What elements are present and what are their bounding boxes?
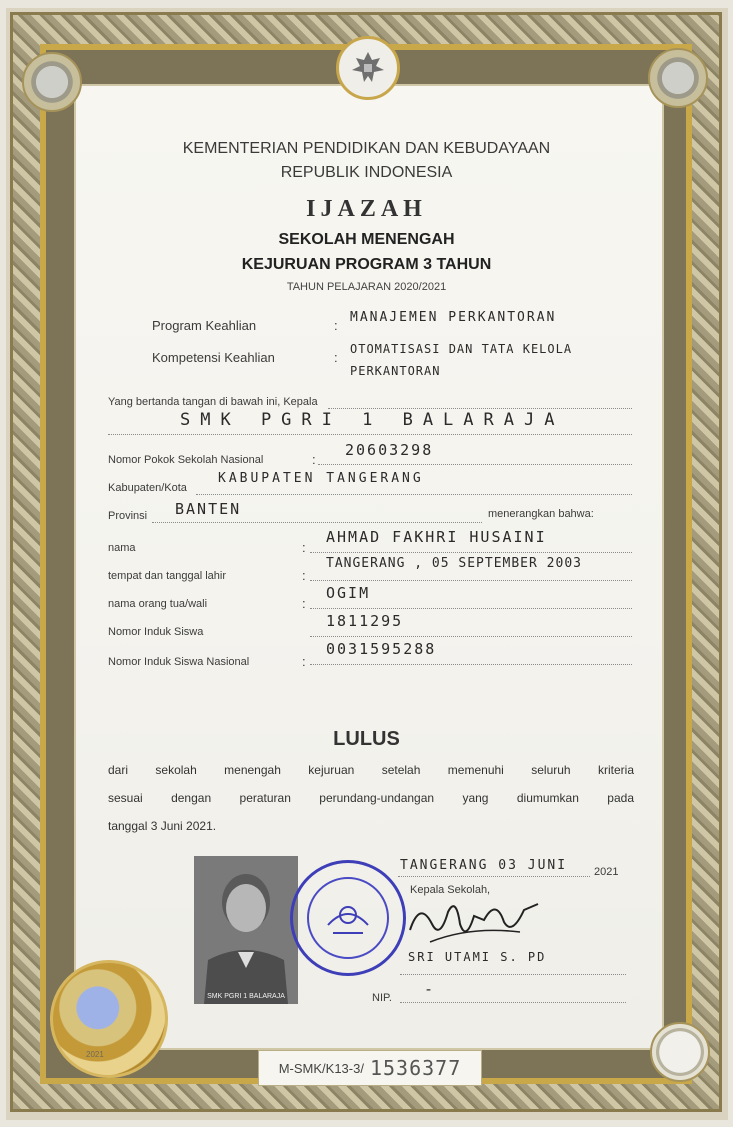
npsn-label: Nomor Pokok Sekolah Nasional <box>108 454 264 466</box>
parent-label: nama orang tua/wali <box>108 598 208 610</box>
province-value: BANTEN <box>175 500 242 518</box>
signing-place-date: TANGERANG 03 JUNI <box>400 858 568 873</box>
student-photo <box>194 856 298 1004</box>
principal-title: Kepala Sekolah, <box>410 884 491 896</box>
parent-value: OGIM <box>326 584 371 602</box>
dotted-line <box>310 552 632 553</box>
nisn-value: 0031595288 <box>326 640 437 658</box>
dotted-line <box>400 1002 626 1003</box>
program-keahlian-value: MANAJEMEN PERKANTORAN <box>350 310 557 325</box>
hologram-label: 2021 <box>86 1050 104 1059</box>
republic-heading: REPUBLIK INDONESIA <box>280 164 453 181</box>
serial-prefix: M-SMK/K13-3/ <box>278 1060 364 1076</box>
program-type-heading: KEJURUAN PROGRAM 3 TAHUN <box>241 256 492 273</box>
principal-name: SRI UTAMI S. PD <box>408 950 547 964</box>
signed-by-label: Yang bertanda tangan di bawah ini, Kepala <box>108 396 318 408</box>
dotted-line <box>310 608 632 609</box>
ministry-heading: KEMENTERIAN PENDIDIKAN DAN KEBUDAYAAN <box>182 140 551 157</box>
graduation-status: LULUS <box>333 728 400 750</box>
birth-label: tempat dan tanggal lahir <box>108 570 227 582</box>
states-label: menerangkan bahwa: <box>488 508 594 520</box>
dotted-line <box>328 408 632 409</box>
school-stamp <box>290 860 406 976</box>
result-line-2: sesuai dengan peraturan perundang-undangan yang diumumkan pada <box>108 791 634 805</box>
garuda-emblem-icon <box>336 36 400 100</box>
program-keahlian-label: Program Keahlian <box>152 318 257 333</box>
dotted-line <box>310 664 632 665</box>
signing-year: 2021 <box>594 866 619 878</box>
result-line-3: tanggal 3 Juni 2021. <box>108 819 217 833</box>
nis-value: 1811295 <box>326 612 404 630</box>
nip-value: - <box>424 980 436 998</box>
dotted-line <box>196 494 632 495</box>
dotted-line <box>318 464 632 465</box>
serial-number: 1536377 <box>369 1056 462 1080</box>
colon: : <box>312 452 316 467</box>
dotted-line <box>310 580 632 581</box>
colon: : <box>334 350 338 365</box>
name-label: nama <box>108 542 136 554</box>
certificate-title: IJAZAH <box>306 196 427 222</box>
colon: : <box>302 654 306 669</box>
result-line-1: dari sekolah menengah kejuruan setelah memenuhi seluruh kriteria <box>108 763 634 777</box>
dotted-line <box>152 522 482 523</box>
nip-label: NIP. <box>372 992 392 1004</box>
dotted-line <box>310 636 632 637</box>
serial-number-box <box>258 1050 482 1086</box>
dotted-line <box>398 876 590 877</box>
npsn-value: 20603298 <box>345 441 434 459</box>
corner-ornament-icon <box>648 48 708 108</box>
birth-value: TANGERANG , 05 SEPTEMBER 2003 <box>326 556 582 571</box>
colon: : <box>302 540 306 555</box>
city-label: Kabupaten/Kota <box>108 482 187 494</box>
kompetensi-keahlian-label: Kompetensi Keahlian <box>152 350 275 365</box>
academic-year: TAHUN PELAJARAN 2020/2021 <box>286 281 447 293</box>
colon: : <box>302 568 306 583</box>
school-type-heading: SEKOLAH MENENGAH <box>278 231 455 248</box>
corner-ornament-icon <box>22 52 82 112</box>
colon: : <box>302 596 306 611</box>
principal-signature <box>400 890 550 955</box>
province-label: Provinsi <box>108 510 148 522</box>
city-value: KABUPATEN TANGERANG <box>218 471 424 486</box>
nisn-label: Nomor Induk Siswa Nasional <box>108 656 250 668</box>
colon: : <box>334 318 338 333</box>
dotted-line <box>400 974 626 975</box>
nis-label: Nomor Induk Siswa <box>108 626 204 638</box>
kompetensi-keahlian-value: OTOMATISASI DAN TATA KELOLA <box>350 342 573 356</box>
school-name-value: SMK PGRI 1 BALARAJA <box>180 410 565 430</box>
kompetensi-keahlian-value-line2: PERKANTORAN <box>350 364 441 378</box>
security-hologram-icon <box>50 960 168 1078</box>
photo-caption: SMK PGRI 1 BALARAJA <box>207 993 285 1000</box>
dotted-line <box>108 434 632 435</box>
name-value: AHMAD FAKHRI HUSAINI <box>326 528 547 546</box>
corner-ornament-icon <box>650 1022 710 1082</box>
